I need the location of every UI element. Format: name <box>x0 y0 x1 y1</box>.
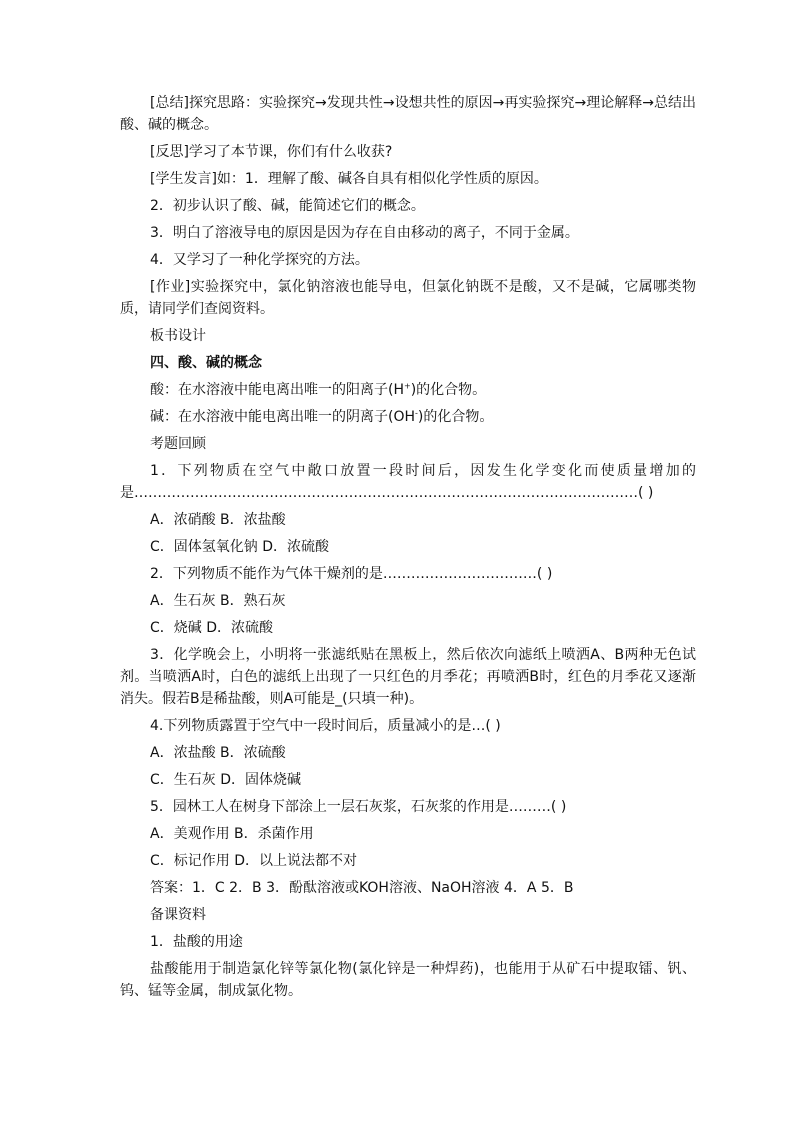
question-3: 3．化学晚会上，小明将一张滤纸贴在黑板上，然后依次向滤纸上喷洒A、B两种无色试剂。当喷洒A时，白色的滤纸上出现了一只红色的月季花；再喷洒B时，红色的月季花又逐渐消失。假若B是稀盐酸，则A可能是_(只填一种)。 <box>120 647 696 707</box>
reflection-paragraph: [反思]学习了本节课，你们有什么收获? <box>150 144 393 160</box>
hydrochloric-acid-uses-heading: 1．盐酸的用途 <box>150 934 243 950</box>
question-1-options-ab: A．浓硝酸 B．浓盐酸 <box>150 512 286 528</box>
base-definition-text: 碱：在水溶液中能电离出唯一的阴离子(OH <box>150 409 416 425</box>
document-body <box>0 92 794 1007</box>
prep-materials-heading: 备课资料 <box>150 907 206 923</box>
section-title-acid-base: 四、酸、碱的概念 <box>150 355 262 371</box>
question-2: 2．下列物质不能作为气体干燥剂的是……………………………( ) <box>150 566 553 582</box>
acid-definition-tail: )的化合物。 <box>410 382 487 398</box>
acid-definition <box>0 379 794 401</box>
acid-ion-charge: + <box>404 381 411 391</box>
summary-paragraph: [总结]探究思路：实验探究→发现共性→设想共性的原因→再实验探究→理论解释→总结出酸、碱的概念。 <box>120 95 696 133</box>
gain-item-4: 4．又学习了一种化学探究的方法。 <box>150 252 369 268</box>
base-definition <box>0 406 794 428</box>
gain-item-3: 3．明白了溶液导电的原因是因为存在自由移动的离子，不同于金属。 <box>150 225 579 241</box>
exam-review-heading: 考题回顾 <box>150 436 206 452</box>
homework-paragraph: [作业]实验探究中，氯化钠溶液也能导电，但氯化钠既不是酸，又不是碱，它属哪类物质，请同学们查阅资料。 <box>120 279 696 317</box>
student-speech-paragraph: [学生发言]如：1．理解了酸、碱各自具有相似化学性质的原因。 <box>150 171 548 187</box>
question-2-options-ab: A．生石灰 B．熟石灰 <box>150 593 286 609</box>
question-4-options-ab: A．浓盐酸 B．浓硫酸 <box>150 745 286 761</box>
question-4: 4.下列物质露置于空气中一段时间后，质量减小的是…( ) <box>150 718 501 734</box>
base-ion-charge: - <box>415 408 418 418</box>
hydrochloric-acid-uses-paragraph: 盐酸能用于制造氯化锌等氯化物(氯化锌是一种焊药)，也能用于从矿石中提取镭、钒、钨、锰等金属，制成氯化物。 <box>120 961 696 999</box>
question-1: 1．下列物质在空气中敞口放置一段时间后，因发生化学变化而使质量增加的是………………………………………………………………………………………………( ) <box>120 463 696 501</box>
base-definition-tail: )的化合物。 <box>417 409 494 425</box>
question-4-options-cd: C．生石灰 D．固体烧碱 <box>150 772 302 788</box>
question-5-options-cd: C．标记作用 D．以上说法都不对 <box>150 853 358 869</box>
gain-item-2: 2．初步认识了酸、碱，能简述它们的概念。 <box>150 198 425 214</box>
question-5-options-ab: A．美观作用 B．杀菌作用 <box>150 826 314 842</box>
question-1-options-cd: C．固体氢氧化钠 D．浓硫酸 <box>150 539 330 555</box>
acid-definition-text: 酸：在水溶液中能电离出唯一的阳离子(H <box>150 382 404 398</box>
answers-line: 答案：1．C 2．B 3．酚酞溶液或KOH溶液、NaOH溶液 4．A 5．B <box>150 880 574 896</box>
question-5: 5．园林工人在树身下部涂上一层石灰浆，石灰浆的作用是………( ) <box>150 799 567 815</box>
question-2-options-cd: C．烧碱 D．浓硫酸 <box>150 620 274 636</box>
board-design-heading: 板书设计 <box>150 328 206 344</box>
